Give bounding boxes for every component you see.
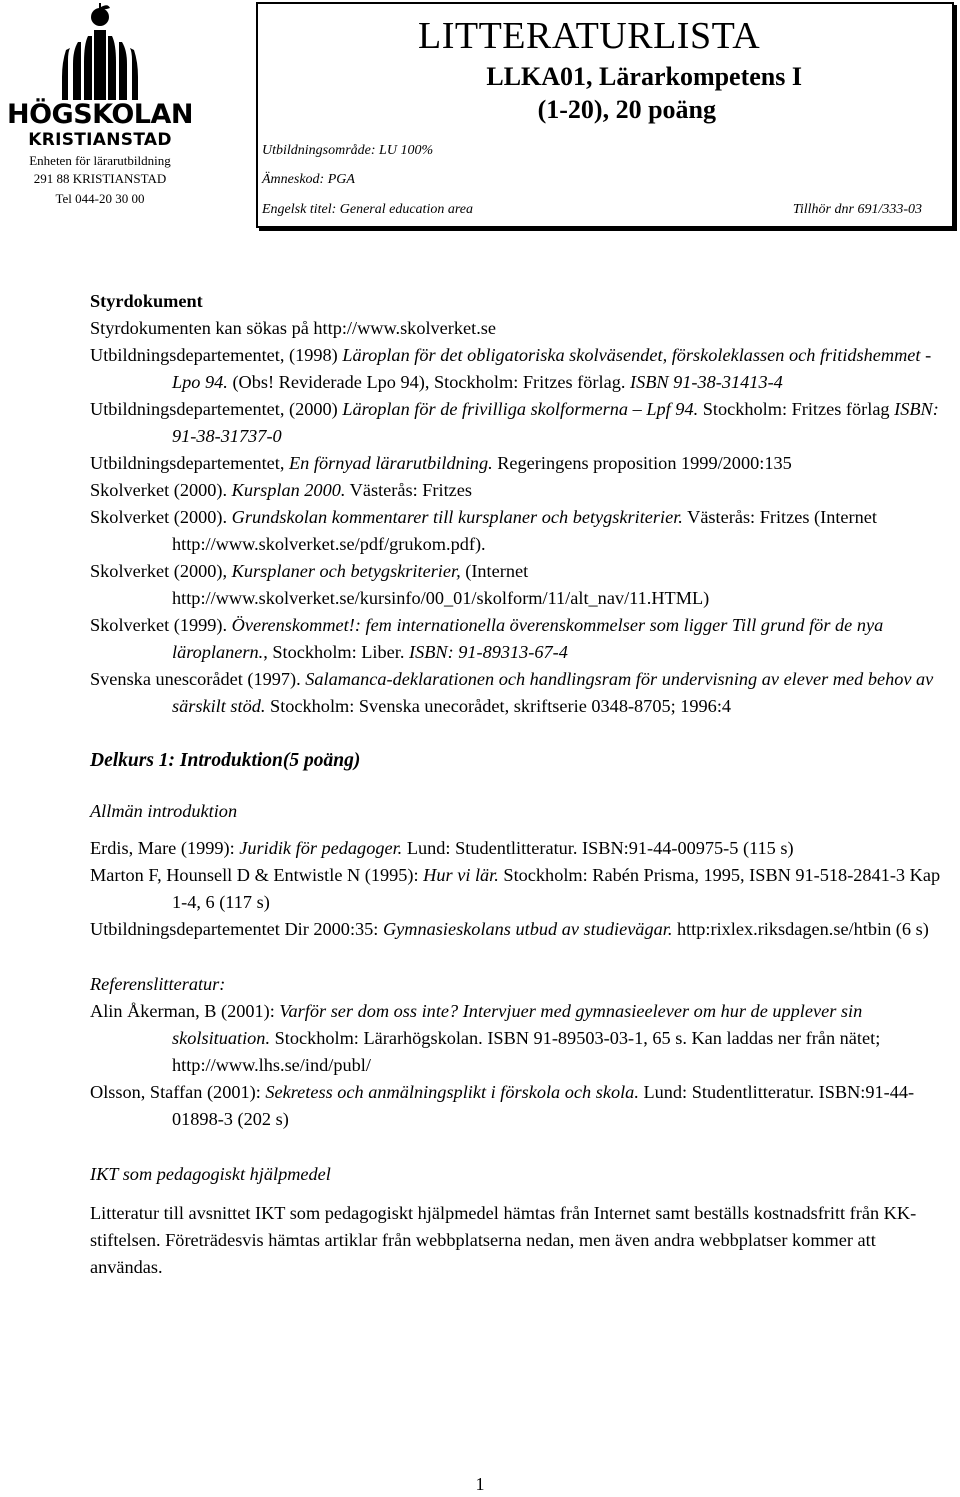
reference-entry <box>90 666 945 720</box>
education-area: Utbildningsområde: LU 100% <box>262 143 434 158</box>
reference-entry <box>90 558 945 612</box>
ref-title: Gymnasieskolans utbud av studievägar. <box>382 919 673 939</box>
section-heading-styrdokument: Styrdokument <box>90 291 203 311</box>
styrdokument-intro: Styrdokumenten kan sökas på http://www.skolverket.se <box>90 318 497 338</box>
ref-author: Skolverket (2000). <box>90 507 232 527</box>
reference-entry <box>90 396 945 450</box>
subheading-allman-introduktion: Allmän introduktion <box>90 801 238 821</box>
ref-author: Skolverket (2000). <box>90 480 232 500</box>
subheading-ikt: IKT som pedagogiskt hjälpmedel <box>90 1164 331 1184</box>
reference-entry <box>90 342 945 396</box>
ref-author: Olsson, Staffan (2001): <box>90 1082 266 1102</box>
university-emblem-icon <box>48 2 152 102</box>
document-body <box>90 288 945 1281</box>
ref-title: Sekretess och anmälningsplikt i förskola och skola. <box>265 1082 639 1102</box>
ref-author: Utbildningsdepartementet, (2000) <box>90 399 343 419</box>
ref-publisher: , Stockholm: Liber. <box>263 642 409 662</box>
ref-author: Utbildningsdepartementet Dir 2000:35: <box>90 919 383 939</box>
ref-author: Marton F, Hounsell D & Entwistle N (1995): <box>90 865 424 885</box>
ref-title: Läroplan för de frivilliga skolformerna – Lpf 94. <box>342 399 699 419</box>
english-title: Engelsk titel: General education area <box>262 202 473 217</box>
reference-entry <box>90 477 945 504</box>
ref-publisher: Lund: Studentlitteratur. ISBN:91-44-00975-5 (115 s) <box>402 838 794 858</box>
course-credits: (1-20), 20 poäng <box>537 95 716 124</box>
ref-publisher: http:rixlex.riksdagen.se/htbin (6 s) <box>672 919 929 939</box>
institution-logo-block <box>0 0 210 215</box>
reference-entry <box>90 450 945 477</box>
reference-entry <box>90 998 945 1079</box>
ref-publisher: Lund: Studentlitteratur. ISBN:91-44-01898-3 (202 s) <box>172 1082 915 1129</box>
ref-author: Utbildningsdepartementet, <box>90 453 290 473</box>
logo-department: Enheten för lärarutbildning <box>29 153 171 168</box>
ref-author: Skolverket (1999). <box>90 615 232 635</box>
reference-entry <box>90 612 945 666</box>
ref-publisher: Västerås: Fritzes (Internet http://www.skolverket.se/pdf/grukom.pdf). <box>172 507 877 554</box>
ref-title: Varför ser dom oss inte? Intervjuer med gymnasieelever om hur de upplever sin skolsituation. <box>172 1001 863 1048</box>
document-title: LITTERATURLISTA <box>418 15 761 57</box>
ref-author: Skolverket (2000), <box>90 561 232 581</box>
reference-entry <box>90 835 945 862</box>
ref-publisher: Stockholm: Lärarhögskolan. ISBN 91-89503-03-1, 65 s. Kan laddas ner från nätet; http://www.lhs.se/ind/publ/ <box>172 1028 881 1075</box>
subheading-referenslitteratur: Referenslitteratur: <box>90 974 226 994</box>
ref-publisher: (Obs! Reviderade Lpo 94), Stockholm: Fritzes förlag. <box>227 372 630 392</box>
ref-title: Hur vi lär. <box>423 865 499 885</box>
ref-title: En förnyad lärarutbildning. <box>289 453 493 473</box>
reference-entry <box>90 1079 945 1133</box>
ref-isbn: ISBN: 91-89313-67-4 <box>408 642 568 662</box>
logo-name: HÖGSKOLAN <box>6 99 194 130</box>
reference-entry <box>90 504 945 558</box>
course-name: LLKA01, Lärarkompetens I <box>486 62 802 91</box>
logo-phone: Tel 044-20 30 00 <box>55 191 145 206</box>
ref-isbn: ISBN 91-38-31413-4 <box>629 372 783 392</box>
ref-publisher: Stockholm: Rabén Prisma, 1995, ISBN 91-518-2841-3 Kap 1-4, 6 (117 s) <box>172 865 941 912</box>
ref-author: Erdis, Mare (1999): <box>90 838 240 858</box>
ref-title: Kursplan 2000. <box>231 480 346 500</box>
ref-publisher: Regeringens proposition 1999/2000:135 <box>492 453 792 473</box>
ref-title: Salamanca-deklarationen och handlingsram för undervisning av elever med behov av särskilt stöd. <box>172 669 934 716</box>
reference-entry <box>90 916 945 943</box>
logo-city: KRISTIANSTAD <box>28 130 172 150</box>
ref-publisher: Stockholm: Fritzes förlag <box>698 399 895 419</box>
ref-author: Svenska unescorådet (1997). <box>90 669 306 689</box>
ref-author: Utbildningsdepartementet, (1998) <box>90 345 343 365</box>
section-heading-delkurs: Delkurs 1: Introduktion(5 poäng) <box>90 750 361 771</box>
document-header-box <box>256 2 954 228</box>
ref-publisher: Stockholm: Svenska unecorådet, skriftserie 0348-8705; 1996:4 <box>265 696 732 716</box>
page-number: 1 <box>475 1474 485 1494</box>
subject-code: Ämneskod: PGA <box>262 172 355 187</box>
ref-isbn: ISBN: 91-38-31737-0 <box>172 399 939 446</box>
ikt-paragraph: Litteratur till avsnittet IKT som pedagogiskt hjälpmedel hämtas från Internet samt beställs kostnadsfritt från KK-stiftelsen. Företrädesvis hämtas artiklar från webbplatserna nedan, men även andra webbplatser kommer att användas. <box>90 1203 917 1277</box>
ref-title: Läroplan för det obligatoriska skolväsendet, förskoleklassen och fritidshemmet - Lpo 94. <box>172 345 932 392</box>
logo-postal-address: 291 88 KRISTIANSTAD <box>33 171 167 186</box>
ref-author: Alin Åkerman, B (2001): <box>90 1001 280 1021</box>
ref-title: Juridik för pedagoger. <box>239 838 403 858</box>
ref-title: Kursplaner och betygskriterier, <box>231 561 461 581</box>
ref-title: Grundskolan kommentarer till kursplaner och betygskriterier. <box>231 507 683 527</box>
reference-entry <box>90 862 945 916</box>
ref-publisher: Västerås: Fritzes <box>345 480 473 500</box>
ref-title: Överenskommet!: fem internationella överenskommelser som ligger Till grund för de nya läroplanern. <box>172 615 884 662</box>
registration-number: Tillhör dnr 691/333-03 <box>792 202 922 217</box>
ref-publisher: (Internet http://www.skolverket.se/kursinfo/00_01/skolform/11/alt_nav/11.HTML) <box>172 561 710 608</box>
